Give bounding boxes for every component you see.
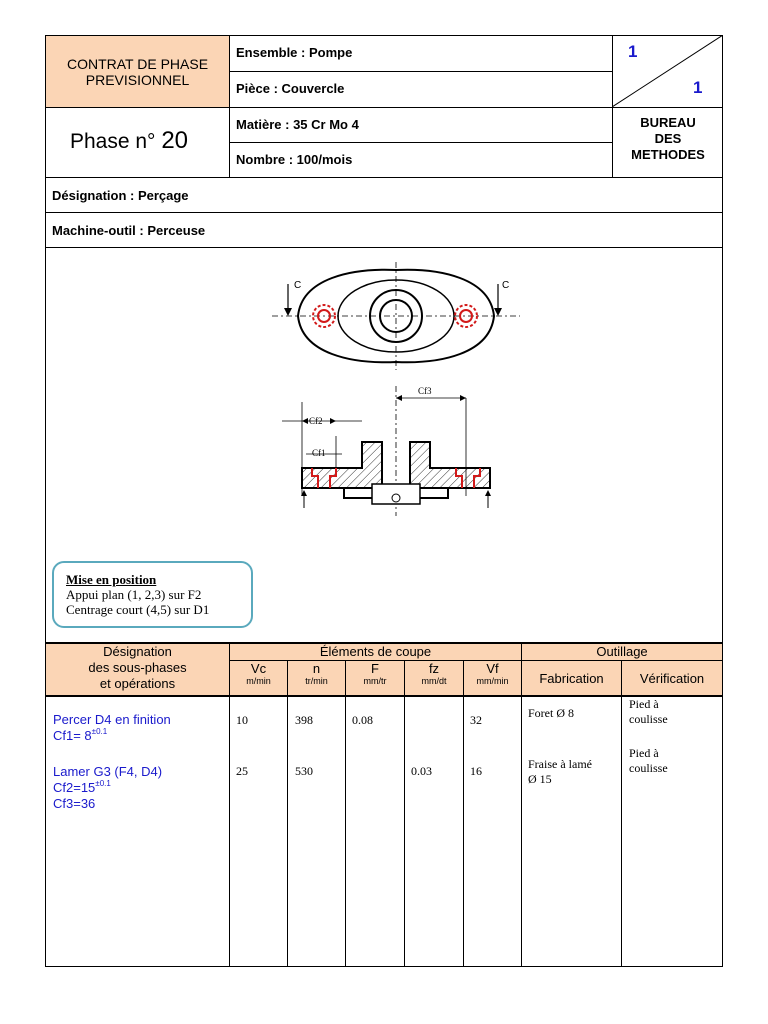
sheet-total: 1 xyxy=(693,78,703,97)
cell-fz: 0.03 xyxy=(411,764,432,778)
divider xyxy=(229,660,722,661)
divider xyxy=(345,660,346,967)
divider xyxy=(45,107,723,108)
col-header-verification: Vérification xyxy=(639,671,705,686)
col-group-tools: Outillage xyxy=(596,644,648,659)
phase-title: Phase n° 20 xyxy=(70,127,189,154)
cell-vf: 16 xyxy=(470,764,482,778)
dimension-cf1: Cf1 xyxy=(312,448,326,458)
cell-fabrication: Fraise à lamé Ø 15 xyxy=(528,757,592,786)
divider xyxy=(463,660,464,967)
divider xyxy=(621,660,622,967)
cell-verification: Pied à coulisse xyxy=(629,746,668,775)
cell-f: 0.08 xyxy=(352,713,373,727)
cell-fabrication: Foret Ø 8 xyxy=(528,706,574,720)
col-header-designation: Désignation des sous-phases et opérations xyxy=(88,644,187,691)
contract-title: CONTRAT DE PHASE PREVISIONNEL xyxy=(66,56,209,88)
divider xyxy=(521,642,522,967)
divider xyxy=(45,247,723,248)
divider xyxy=(229,35,230,177)
phase-number: 20 xyxy=(161,127,189,154)
cell-verification: Pied à coulisse xyxy=(629,697,668,726)
designation-label: Désignation : Perçage xyxy=(52,188,189,203)
section-view xyxy=(282,386,491,516)
dimension-cf3: Cf3 xyxy=(418,386,432,396)
mise-en-position-box xyxy=(52,561,253,628)
ensemble-label: Ensemble : Pompe xyxy=(236,45,353,60)
cell-n: 530 xyxy=(295,764,313,778)
divider xyxy=(229,642,230,967)
col-header-n: n tr/min xyxy=(305,661,328,686)
cell-vc: 25 xyxy=(236,764,248,778)
col-header-fz: fz mm/dt xyxy=(421,661,447,686)
sheet-number: 1 xyxy=(628,42,638,61)
divider xyxy=(229,142,612,143)
col-header-vc: Vc m/min xyxy=(246,661,271,686)
section-label-right: C xyxy=(502,280,510,291)
mise-en-position-line: Appui plan (1, 2,3) sur F2 xyxy=(66,587,202,602)
operation-lamer: Lamer G3 (F4, D4) $Cf2=15^{\pm 0.1}$ Cf3=36 xyxy=(53,764,163,811)
cell-vc: 10 xyxy=(236,713,248,727)
cell-n: 398 xyxy=(295,713,313,727)
col-header-f: F mm/tr xyxy=(363,661,387,686)
part-drawing xyxy=(262,258,532,528)
divider xyxy=(45,177,723,178)
col-header-fabrication: Fabrication xyxy=(539,671,604,686)
mise-en-position-line: Centrage court (4,5) sur D1 xyxy=(66,602,210,617)
bureau-methodes: BUREAU DES METHODES xyxy=(631,115,705,162)
machine-label: Machine-outil : Perceuse xyxy=(52,223,206,238)
section-label-left: C xyxy=(294,280,302,291)
col-group-cut: Éléments de coupe xyxy=(319,644,432,659)
operation-percer: Percer D4 en finition $Cf1= 8^{\pm 0.1}$ xyxy=(53,712,171,743)
divider xyxy=(229,71,612,72)
cell-vf: 32 xyxy=(470,713,482,727)
dimension-cf2: Cf2 xyxy=(309,416,323,426)
mise-en-position-title: Mise en position xyxy=(66,572,157,587)
piece-label: Pièce : Couvercle xyxy=(236,81,345,96)
col-header-vf: Vf mm/min xyxy=(476,661,509,686)
nombre-label: Nombre : 100/mois xyxy=(236,152,353,167)
divider xyxy=(287,660,288,967)
divider xyxy=(45,212,723,213)
top-view xyxy=(272,262,520,370)
matiere-label: Matière : 35 Cr Mo 4 xyxy=(236,117,359,132)
divider xyxy=(404,660,405,967)
